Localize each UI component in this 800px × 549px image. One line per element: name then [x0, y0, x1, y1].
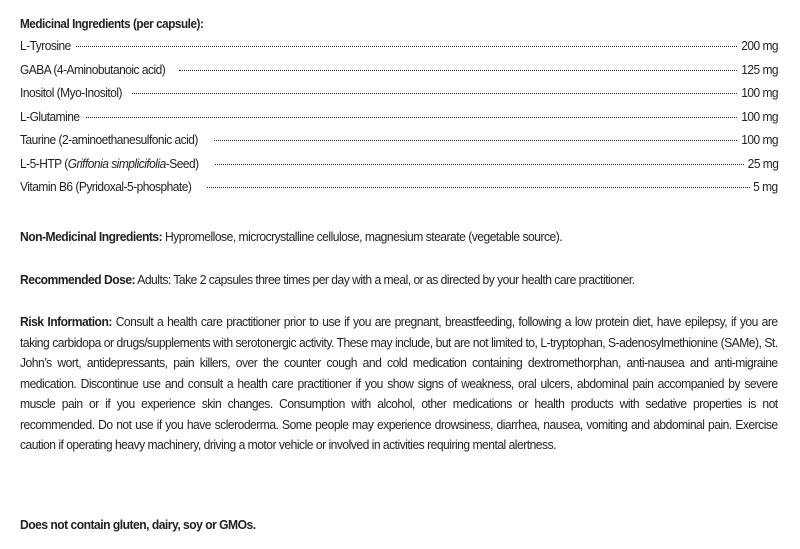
ingredient-row — [20, 152, 778, 176]
dot-leader — [76, 46, 737, 47]
ingredient-row — [20, 128, 778, 152]
ingredient-name: Inositol (Myo-Inositol) — [20, 85, 123, 100]
dot-leader — [207, 187, 750, 188]
non-medicinal-ingredients — [20, 227, 778, 248]
dot-leader — [132, 93, 737, 94]
ingredient-name: L-Tyrosine — [20, 38, 71, 53]
risk-information — [20, 312, 778, 456]
ingredient-amount: 100 mg — [741, 132, 778, 147]
ingredient-amount: 100 mg — [741, 85, 778, 100]
dot-leader — [179, 70, 737, 71]
dose-label: Recommended Dose: — [20, 272, 136, 287]
dose-text: Adults: Take 2 capsules three times per day with a meal, or as directed by your health care practitioner. — [135, 272, 635, 287]
allergen-text: Does not contain gluten, dairy, soy or GMOs. — [20, 517, 256, 532]
ingredient-row — [20, 34, 778, 58]
recommended-dose — [20, 270, 778, 291]
ingredient-amount: 5 mg — [753, 179, 778, 194]
ingredient-name: L-Glutamine — [20, 108, 80, 124]
ingredient-name: GABA (4-Aminobutanoic acid) — [20, 61, 166, 77]
ingredient-amount: 25 mg — [747, 155, 778, 171]
dot-leader — [215, 164, 743, 165]
ingredient-row — [20, 58, 778, 82]
non-medicinal-text: Hypromellose, microcrystalline cellulose, magnesium stearate (vegetable source). — [162, 229, 563, 244]
ingredient-name: Taurine (2-aminoethanesulfonic acid) — [20, 132, 198, 147]
ingredient-name-prefix: L-5-HTP ( — [20, 155, 68, 171]
ingredient-name-suffix: -Seed) — [165, 155, 199, 171]
ingredient-amount: 125 mg — [741, 61, 778, 77]
ingredient-name — [20, 152, 199, 176]
ingredient-row — [20, 105, 778, 129]
allergen-statement — [20, 515, 778, 536]
ingredient-name-latin: Griffonia simplicifolia — [67, 155, 166, 171]
dot-leader — [214, 140, 737, 141]
risk-label: Risk Information: — [20, 314, 112, 329]
ingredient-row — [20, 175, 778, 199]
product-label — [20, 14, 778, 532]
ingredient-name: Vitamin B6 (Pyridoxal-5-phosphate) — [20, 179, 192, 194]
dot-leader — [86, 117, 737, 118]
medicinal-ingredients-heading: Medicinal Ingredients (per capsule): — [20, 16, 204, 31]
non-medicinal-label: Non-Medicinal Ingredients: — [20, 229, 163, 244]
ingredient-row — [20, 81, 778, 105]
ingredient-amount: 100 mg — [741, 108, 778, 124]
risk-text: Consult a health care practitioner prior to use if you are pregnant, breastfeeding, following a low protein diet, have epilepsy, if you are taking carbidopa or drugs/supplements with serotonergic activity. These may include, but are not limited to, L-tryptophan, S-adenosylmethionine (SAMe), St. John’s wort, antidepressants, pain killers, over the counter cough and cold medication containing dextromethorphan, anti-nausea and anti-migraine medication. Discontinue use and consult a health care practitioner if you show signs of weakness, oral ulcers, abdominal pain accompanied by severe muscle pain or if you experience skin changes. Consumption with alcohol, other medications or health products with sedative properties is not recommended. Do not use if you have scleroderma. Some people may experience drowsiness, diarrhea, nausea, vomiting and abdominal pain. Exercise caution if operating heavy machinery, driving a motor vehicle or involved in activities requiring mental alertness. — [20, 314, 778, 452]
ingredient-list — [20, 34, 778, 199]
ingredient-amount: 200 mg — [741, 38, 778, 53]
